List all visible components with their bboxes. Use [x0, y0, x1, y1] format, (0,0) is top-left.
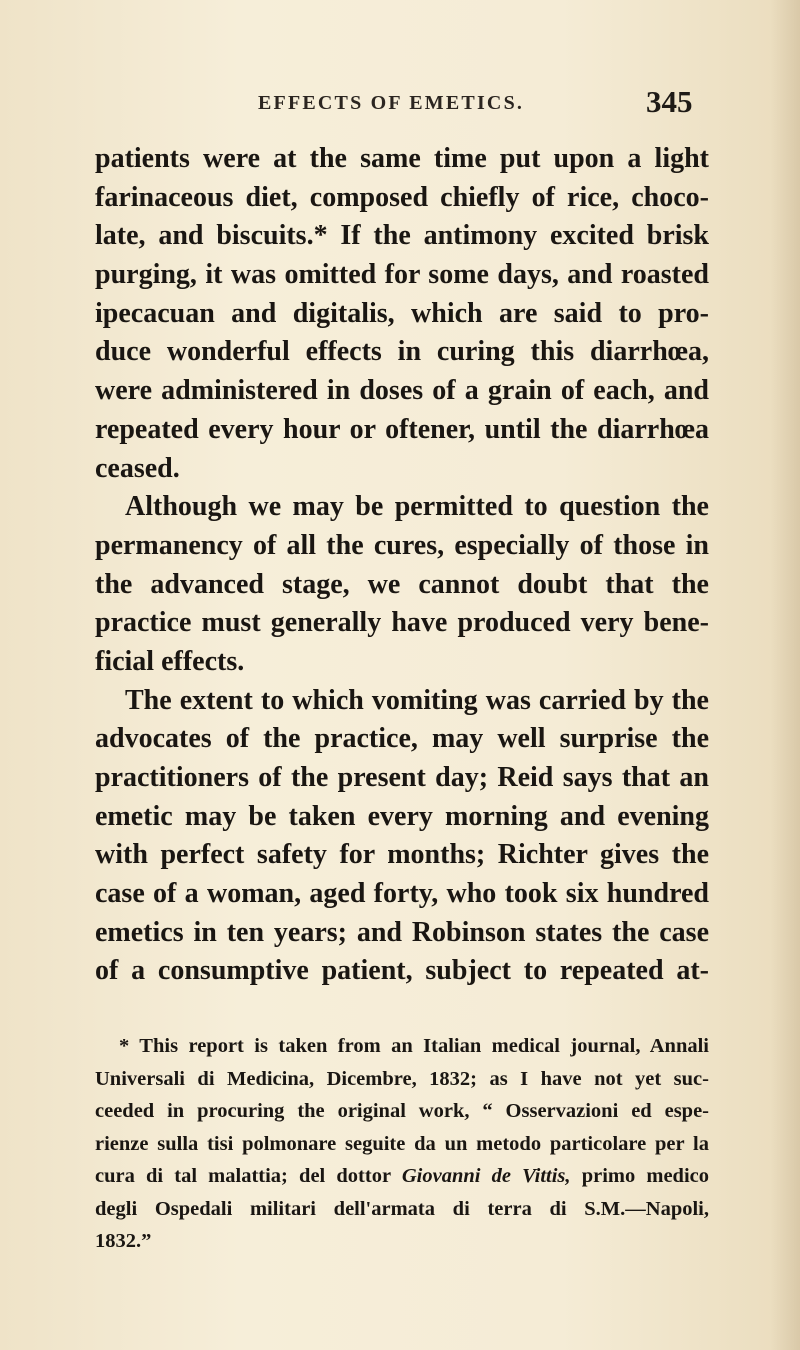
page-number: 345: [646, 84, 693, 119]
text-line: were administered in doses of a grain of each, and: [95, 375, 709, 407]
footnote-line: rienze sulla tisi polmonare seguite da un metodo particolare per la: [95, 1132, 709, 1155]
text-line: emetics in ten years; and Robinson states the case: [95, 916, 709, 948]
footnote-line: [95, 1160, 709, 1193]
text-line: ceased.: [95, 452, 180, 484]
text-line: with perfect safety for months; Richter gives the: [95, 839, 709, 871]
text-line: late, and biscuits.* If the antimony excited brisk: [95, 220, 709, 252]
text-line: practitioners of the present day; Reid says that an: [95, 762, 709, 793]
text-line: Although we may be permitted to question the: [125, 491, 709, 523]
text-line: of a consumptive patient, subject to repeated at-: [95, 955, 709, 987]
footnote-line: degli Ospedali militari dell'armata di terra di S.M.—Napoli,: [95, 1197, 709, 1220]
text-line: duce wonderful effects in curing this diarrhœa,: [95, 336, 709, 368]
text-line: permanency of all the cures, especially of those in: [95, 529, 709, 561]
text-line: patients were at the same time put upon a light: [95, 143, 709, 174]
text-line: purging, it was omitted for some days, and roasted: [95, 259, 709, 291]
body-text: [95, 140, 709, 991]
footnote-line: 1832.”: [95, 1230, 152, 1252]
author-name: Giovanni de Vittis,: [401, 1165, 571, 1187]
page-edge-shadow: [770, 0, 800, 1350]
text-line: repeated every hour or oftener, until the diarrhœa: [95, 413, 709, 445]
text-line: the advanced stage, we cannot doubt that the: [95, 568, 709, 600]
text-line: practice must generally have produced very bene-: [95, 607, 709, 639]
footnote-text: cura di tal malattia; del dottor: [95, 1165, 402, 1187]
text-line: ficial effects.: [95, 645, 245, 677]
text-line: emetic may be taken every morning and evening: [95, 800, 709, 832]
text-line: The extent to which vomiting was carried by the: [125, 684, 709, 716]
footnote-line: Universali di Medicina, Dicembre, 1832; as I have not yet suc-: [95, 1067, 709, 1090]
footnote-line: ceeded in procuring the original work, “ Osservazioni ed espe-: [95, 1100, 709, 1122]
running-head: EFFECTS OF EMETICS.: [258, 92, 525, 114]
text-line: advocates of the practice, may well surprise the: [95, 723, 709, 755]
page-header: [0, 84, 800, 124]
footnote-line: * This report is taken from an Italian medical journal, Annali: [119, 1035, 709, 1057]
text-line: ipecacuan and digitalis, which are said to pro-: [95, 297, 709, 329]
text-line: farinaceous diet, composed chiefly of rice, choco-: [95, 181, 709, 213]
footnote-text: primo medico: [570, 1165, 709, 1187]
text-line: case of a woman, aged forty, who took six hundred: [95, 878, 709, 910]
footnote: [95, 1030, 709, 1258]
